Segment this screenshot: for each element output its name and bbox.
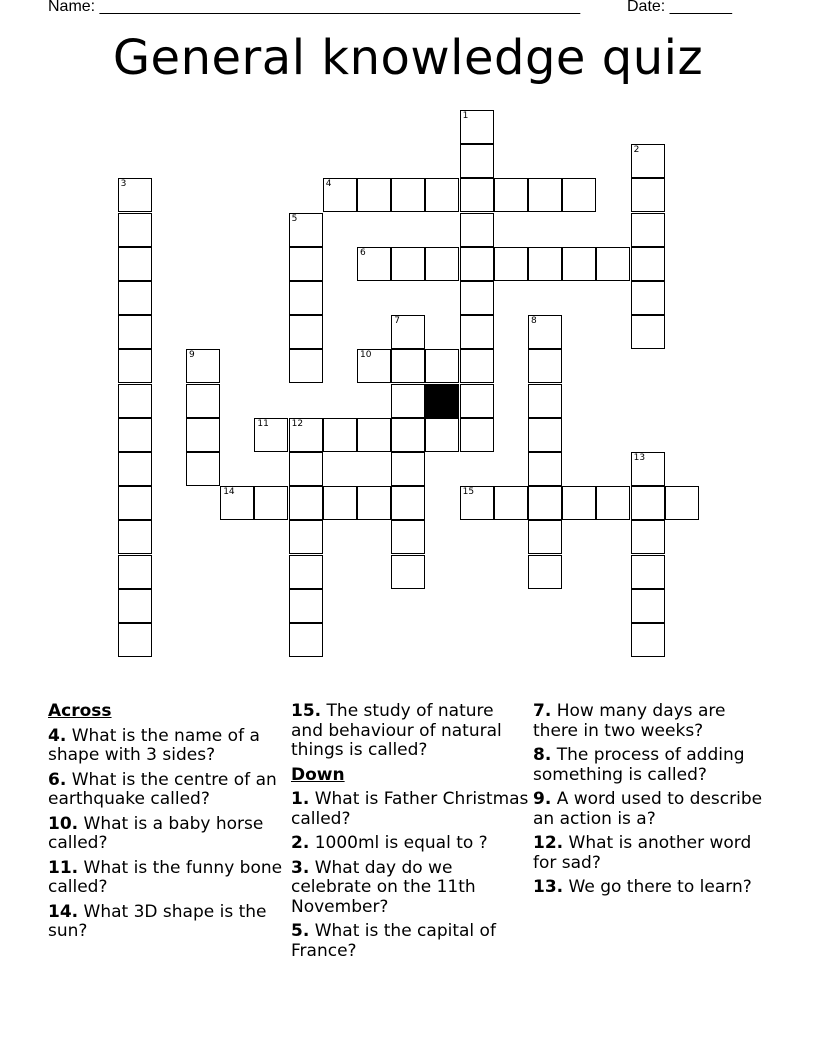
crossword-cell[interactable] [118, 486, 152, 520]
clue-number: 11. [48, 857, 79, 878]
crossword-cell[interactable] [186, 384, 220, 418]
crossword-cell[interactable] [118, 452, 152, 486]
crossword-cell[interactable] [289, 281, 323, 315]
clue-across-6 [48, 771, 286, 810]
crossword-cell[interactable] [562, 178, 596, 212]
crossword-cell[interactable] [289, 213, 323, 247]
crossword-cell[interactable] [494, 247, 528, 281]
clue-number-label: 11 [257, 418, 269, 429]
crossword-cell[interactable] [562, 247, 596, 281]
crossword-cell[interactable] [631, 555, 665, 589]
crossword-cell[interactable] [118, 315, 152, 349]
crossword-cell[interactable] [460, 281, 494, 315]
clue-number-label: 14 [223, 487, 235, 498]
crossword-cell[interactable] [323, 418, 357, 452]
clue-number-label: 9 [189, 350, 195, 361]
crossword-cell[interactable] [357, 486, 391, 520]
crossword-cell[interactable] [118, 349, 152, 383]
clue-number-label: 2 [633, 145, 640, 156]
clue-down-1 [291, 790, 529, 829]
crossword-cell[interactable] [494, 178, 528, 212]
clue-down-13 [533, 878, 771, 898]
clue-text: 1000ml is equal to ? [314, 833, 488, 853]
clue-text: What is the funny bone called? [48, 857, 283, 897]
crossword-cell[interactable] [460, 144, 494, 178]
clue-text: The process of adding something is called? [533, 745, 745, 785]
clue-number: 15. [291, 701, 322, 721]
crossword-cell[interactable] [631, 213, 665, 247]
clue-down-3 [291, 859, 529, 918]
clue-down-5 [291, 922, 529, 961]
clue-number: 6. [48, 769, 67, 790]
crossword-cell[interactable] [631, 315, 665, 349]
crossword-cell[interactable] [323, 178, 357, 212]
crossword-cell[interactable] [391, 349, 425, 383]
clue-number: 1. [291, 789, 310, 809]
crossword-cell[interactable] [357, 418, 391, 452]
crossword-cell[interactable] [289, 452, 323, 486]
crossword-cell[interactable] [118, 213, 152, 247]
crossword-cell[interactable] [528, 520, 562, 554]
crossword-cell[interactable] [494, 486, 528, 520]
across-heading: Across [48, 701, 112, 721]
clue-number: 4. [48, 725, 67, 746]
crossword-cell[interactable] [460, 178, 494, 212]
clue-number: 13. [533, 877, 564, 897]
clue-number: 10. [48, 813, 79, 834]
crossword-cell[interactable] [118, 520, 152, 554]
crossword-cell[interactable] [631, 486, 665, 520]
clue-number: 5. [291, 921, 310, 941]
crossword-cell[interactable] [289, 520, 323, 554]
crossword-cell[interactable] [118, 384, 152, 418]
crossword-cell[interactable] [289, 247, 323, 281]
clue-across-4 [48, 727, 286, 766]
crossword-cell[interactable] [391, 315, 425, 349]
crossword-cell[interactable] [289, 315, 323, 349]
clue-down-8 [533, 746, 771, 785]
crossword-cell[interactable] [631, 247, 665, 281]
clue-across-10 [48, 815, 286, 854]
crossword-cell[interactable] [460, 349, 494, 383]
crossword-cell[interactable] [118, 178, 152, 212]
crossword-cell[interactable] [391, 418, 425, 452]
clue-text: The study of nature and behaviour of natural things is called? [291, 701, 502, 760]
clue-number-label: 3 [120, 179, 127, 190]
black-square [425, 384, 459, 418]
clue-text: What is a baby horse called? [48, 813, 264, 853]
crossword-cell[interactable] [118, 623, 152, 657]
crossword-cell[interactable] [220, 486, 254, 520]
crossword-cell[interactable] [631, 589, 665, 623]
crossword-cell[interactable] [631, 623, 665, 657]
clue-across-15 [291, 702, 529, 761]
crossword-cell[interactable] [460, 384, 494, 418]
crossword-cell[interactable] [391, 452, 425, 486]
crossword-cell[interactable] [665, 486, 699, 520]
crossword-cell[interactable] [631, 281, 665, 315]
crossword-cell[interactable] [289, 486, 323, 520]
clue-text: What is another word for sad? [533, 833, 752, 873]
clue-number-label: 1 [462, 111, 469, 121]
crossword-cell[interactable] [460, 213, 494, 247]
clue-down-7 [533, 702, 771, 741]
clue-number-label: 13 [633, 453, 646, 463]
clue-down-9 [533, 790, 771, 829]
crossword-cell[interactable] [460, 247, 494, 281]
crossword-cell[interactable] [460, 418, 494, 452]
crossword-cell[interactable] [596, 247, 630, 281]
crossword-cell[interactable] [528, 418, 562, 452]
crossword-cell[interactable] [186, 452, 220, 486]
crossword-cell[interactable] [289, 555, 323, 589]
crossword-cell[interactable] [289, 589, 323, 623]
crossword-cell[interactable] [118, 247, 152, 281]
clue-across-11 [48, 859, 286, 898]
crossword-cell[interactable] [528, 452, 562, 486]
crossword-cell[interactable] [631, 452, 665, 486]
crossword-cell[interactable] [391, 555, 425, 589]
clue-number: 12. [533, 833, 564, 853]
crossword-cell[interactable] [528, 384, 562, 418]
clue-text: A word used to describe an action is a? [533, 789, 763, 829]
clue-number-label: 10 [360, 350, 372, 361]
clue-number-label: 5 [291, 213, 298, 224]
name-field-label: Name: ______________________________________________________ [48, 0, 581, 15]
down-heading: Down [291, 764, 345, 785]
clues-column-3 [533, 702, 771, 903]
clue-number: 7. [533, 701, 552, 721]
crossword-cell[interactable] [425, 178, 459, 212]
crossword-cell[interactable] [118, 418, 152, 452]
clue-number: 2. [291, 833, 310, 853]
page-title: General knowledge quiz [112, 30, 704, 86]
crossword-cell[interactable] [289, 349, 323, 383]
clue-text: What is the centre of an earthquake called? [48, 769, 277, 809]
clue-number: 9. [533, 789, 552, 809]
clue-text: How many days are there in two weeks? [533, 701, 726, 741]
date-field-label: Date: _______ [627, 0, 732, 15]
clue-number-label: 6 [360, 247, 366, 258]
crossword-cell[interactable] [323, 486, 357, 520]
crossword-cell[interactable] [528, 555, 562, 589]
crossword-cell[interactable] [186, 418, 220, 452]
clue-number: 14. [48, 901, 79, 922]
crossword-cell[interactable] [631, 144, 665, 178]
clue-text: We go there to learn? [568, 877, 752, 897]
clue-number-label: 12 [291, 418, 304, 429]
clue-text: What is the capital of France? [291, 921, 496, 961]
clue-number: 8. [533, 745, 552, 765]
crossword-cell[interactable] [631, 178, 665, 212]
crossword-cell[interactable] [562, 486, 596, 520]
crossword-cell[interactable] [391, 384, 425, 418]
crossword-cell[interactable] [460, 315, 494, 349]
clue-across-14 [48, 903, 286, 942]
crossword-cell[interactable] [357, 349, 391, 383]
crossword-cell[interactable] [186, 349, 220, 383]
crossword-cell[interactable] [528, 247, 562, 281]
crossword-cell[interactable] [460, 486, 494, 520]
clue-number-label: 7 [394, 316, 400, 327]
crossword-cell[interactable] [118, 281, 152, 315]
clue-text: What day do we celebrate on the 11th November? [291, 857, 476, 917]
crossword-cell[interactable] [425, 418, 459, 452]
crossword-cell[interactable] [425, 349, 459, 383]
crossword-cell[interactable] [289, 623, 323, 657]
clue-text: What 3D shape is the sun? [48, 901, 267, 941]
crossword-cell[interactable] [254, 418, 288, 452]
crossword-cell[interactable] [357, 247, 391, 281]
crossword-cell[interactable] [357, 178, 391, 212]
clue-number-label: 15 [462, 487, 475, 498]
crossword-cell[interactable] [631, 520, 665, 554]
crossword-cell[interactable] [528, 349, 562, 383]
crossword-cell[interactable] [391, 247, 425, 281]
clue-down-12 [533, 834, 771, 873]
crossword-cell[interactable] [528, 486, 562, 520]
clue-text: What is Father Christmas called? [291, 789, 529, 829]
crossword-cell[interactable] [460, 110, 494, 144]
crossword-cell[interactable] [391, 486, 425, 520]
clue-down-2 [291, 834, 529, 854]
crossword-cell[interactable] [391, 178, 425, 212]
clue-number-label: 8 [531, 316, 537, 327]
clues-column-1 [48, 702, 286, 947]
crossword-cell[interactable] [289, 418, 323, 452]
crossword-cell[interactable] [596, 486, 630, 520]
clue-text: What is the name of a shape with 3 sides? [48, 725, 260, 765]
crossword-cell[interactable] [391, 520, 425, 554]
crossword-cell[interactable] [118, 589, 152, 623]
crossword-cell[interactable] [528, 178, 562, 212]
crossword-cell[interactable] [254, 486, 288, 520]
crossword-cell[interactable] [425, 247, 459, 281]
crossword-cell[interactable] [118, 555, 152, 589]
clues-column-2 [291, 702, 529, 966]
crossword-cell[interactable] [528, 315, 562, 349]
clue-number: 3. [291, 857, 310, 878]
clue-number-label: 4 [325, 179, 332, 190]
